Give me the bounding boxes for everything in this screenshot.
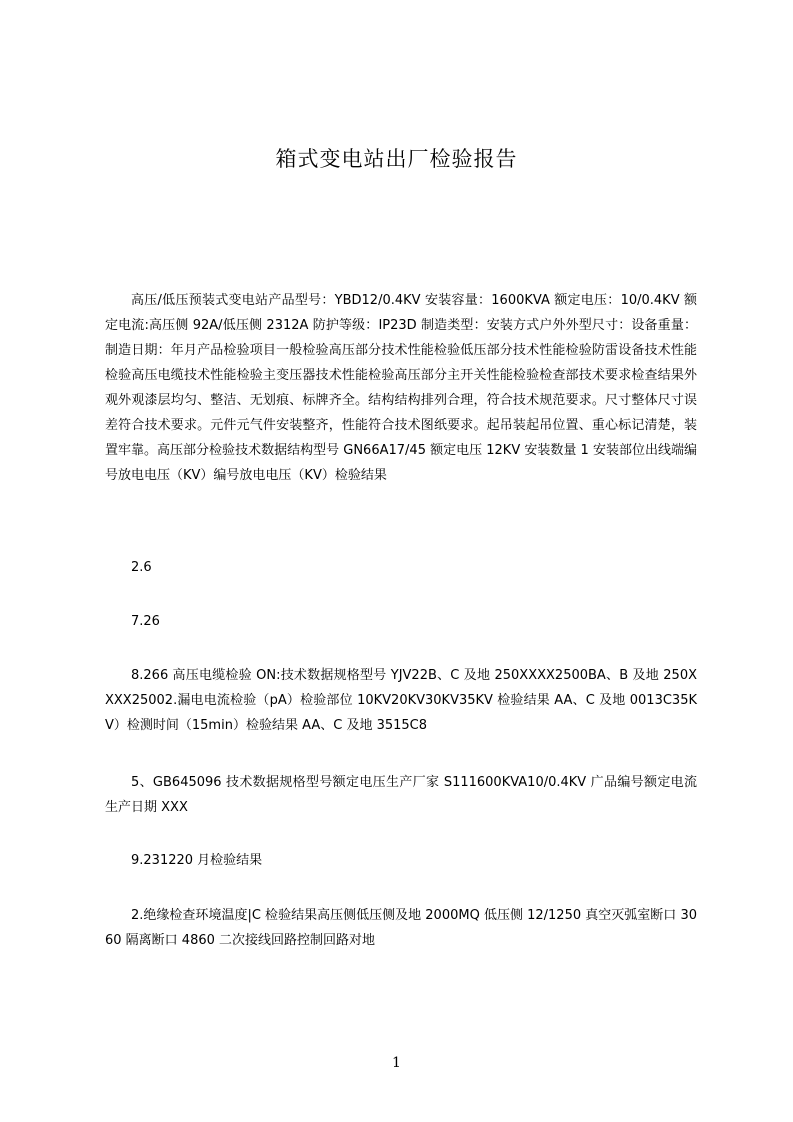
paragraph-value-1: 2.6 xyxy=(131,560,152,575)
document-title: 箱式变电站出厂检验报告 xyxy=(275,147,518,171)
page-number: 1 xyxy=(392,1055,401,1071)
paragraph-value-2: 7.26 xyxy=(131,614,160,629)
paragraph-transformer-spec: 5、GB645096 技术数据规格型号额定电压生产厂家 S111600KVA10/0.4KV 广品编号额定电流生产日期 XXX xyxy=(105,775,697,815)
paragraph-test-result: 9.231220 月检验结果 xyxy=(131,853,263,868)
paragraph-product-info: 高压/低压预装式变电站产品型号：YBD12/0.4KV 安装容量：1600KVA 额定电压：10/0.4KV 额定电流:高压侧 92A/低压侧 2312A 防护等级：IP23D 制造类型：安装方式户外外型尺寸：设备重量：制造日期：年月产品检验项目一般检验高压部分技术性能检验低压部分技术性能检验防雷设备技术性能检验高压电缆技术性能检验主变压器技术性能检验高压部分主开关性能检验检查部技术要求检查结果外观外观漆层均匀、整洁、无划痕、标牌齐全。结构结构排列合理，符合技术规范要求。尺寸整体尺寸误差符合技术要求。元件元气件安装整齐，性能符合技术图纸要求。起吊装起吊位置、重心标记清楚，装置牢靠。高压部分检验技术数据结构型号 GN66A17/45 额定电压 12KV 安装数量 1 安装部位出线端编号放电电压（KV）编号放电电压（KV）检验结果 xyxy=(105,293,697,483)
paragraph-insulation-check: 2.绝缘检查环境温度|C 检验结果高压侧低压侧及地 2000MQ 低压侧 12/1250 真空灭弧室断口 3060 隔离断口 4860 二次接线回路控制回路对地 xyxy=(105,908,697,948)
paragraph-cable-test: 8.266 高压电缆检验 ON:技术数据规格型号 YJV22B、C 及地 250XXXX2500BA、B 及地 250XXXX25002.漏电电流检验（pA）检验部位 10KV20KV30KV35KV 检验结果 AA、C 及地 0013C35KV）检测时间（15min）检验结果 AA、C 及地 3515C8 xyxy=(105,668,697,733)
